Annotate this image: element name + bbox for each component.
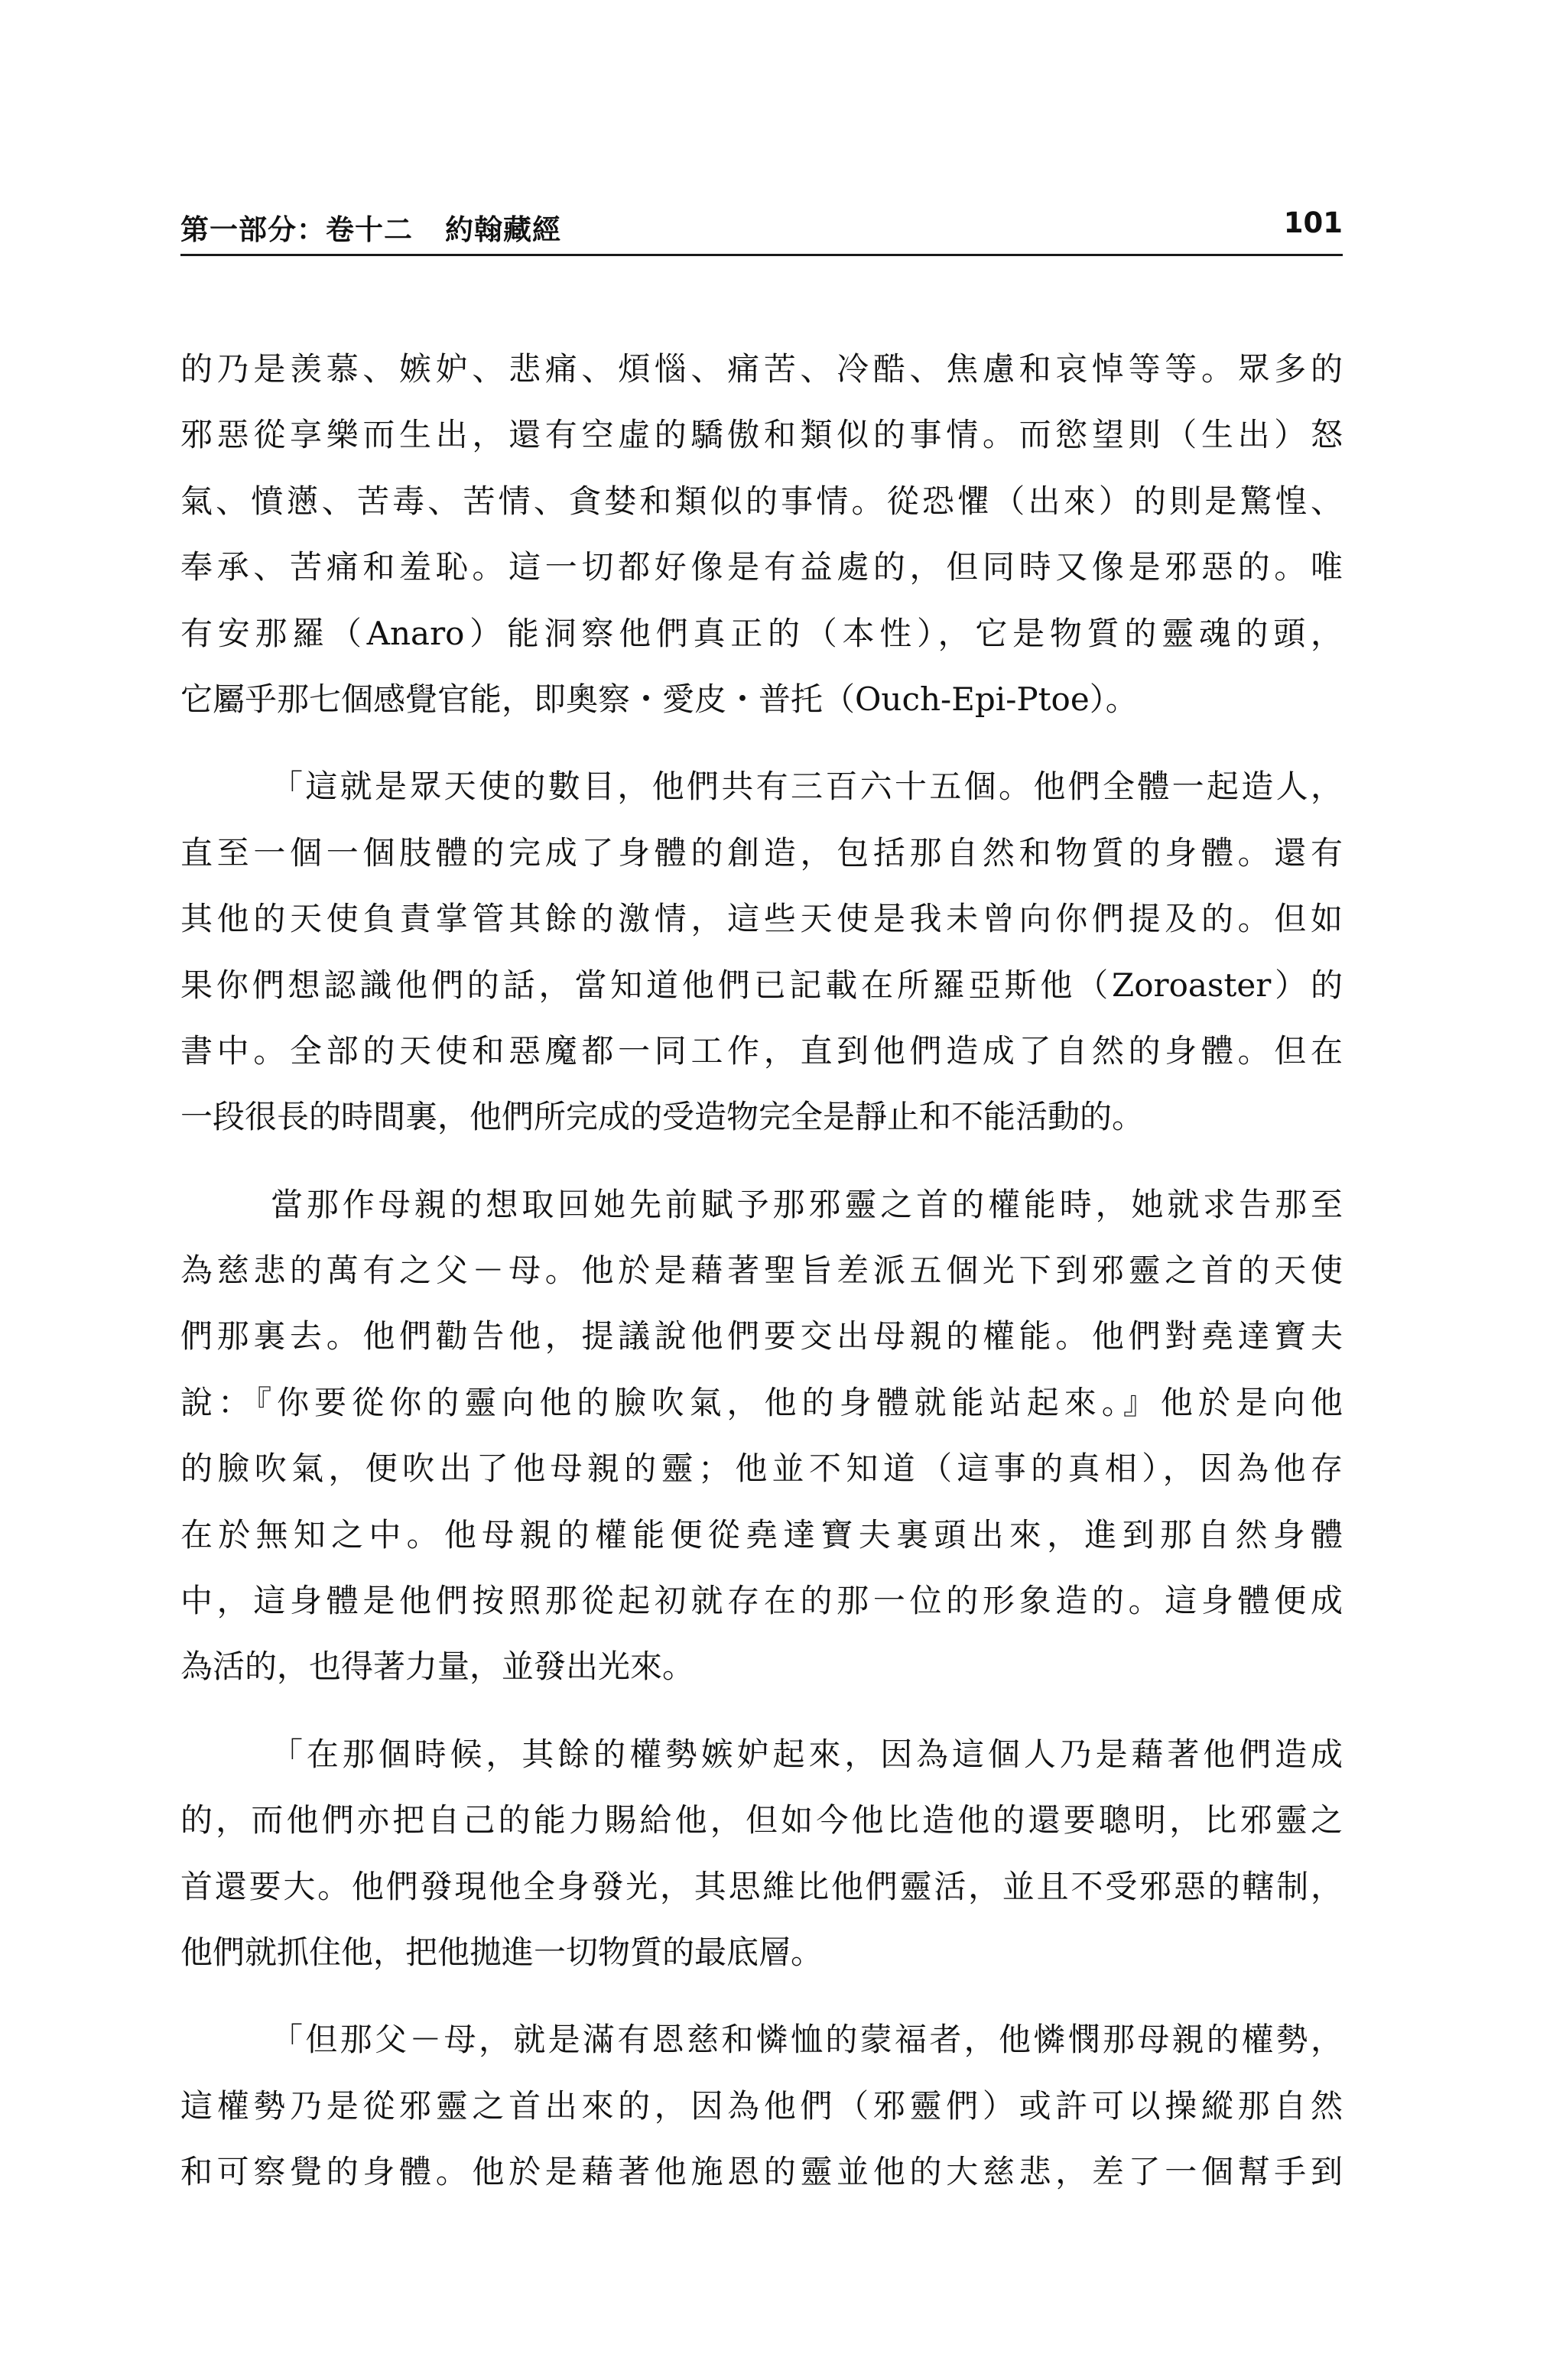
text-line: 「在那個時候，其餘的權勢嫉妒起來，因為這個人乃是藉著他們造成 xyxy=(271,1735,1343,1773)
text-line: 奉承、苦痛和羞恥。這一切都好像是有益處的，但同時又像是邪惡的。唯 xyxy=(180,548,1343,586)
text-line: 它屬乎那七個感覺官能，即奧察・愛皮・普托（Ouch-Epi-Ptoe）。 xyxy=(180,680,1138,718)
text-line: 「但那父－母，就是滿有恩慈和憐恤的蒙福者，他憐憫那母親的權勢， xyxy=(271,2021,1343,2059)
paragraph-3 xyxy=(180,1172,1343,1700)
text-line: 當那作母親的想取回她先前賦予那邪靈之首的權能時，她就求告那至 xyxy=(271,1185,1343,1223)
text-line: 邪惡從享樂而生出，還有空虛的驕傲和類似的事情。而慾望則（生出）怒 xyxy=(180,416,1343,454)
page-number: 101 xyxy=(1283,206,1343,239)
text-line: 果你們想認識他們的話，當知道他們已記載在所羅亞斯他（Zoroaster）的 xyxy=(180,966,1343,1004)
text-line: 和可察覺的身體。他於是藉著他施恩的靈並他的大慈悲，差了一個幫手到 xyxy=(180,2153,1343,2191)
text-line: 為活的，也得著力量，並發出光來。 xyxy=(180,1648,695,1686)
text-line: 首還要大。他們發現他全身發光，其思維比他們靈活，並且不受邪惡的轄制， xyxy=(180,1867,1343,1905)
text-line: 「這就是眾天使的數目，他們共有三百六十五個。他們全體一起造人， xyxy=(271,768,1343,806)
body-text xyxy=(180,336,1343,2206)
book-title: 約翰藏經 xyxy=(445,213,561,246)
text-line: 為慈悲的萬有之父－母。他於是藉著聖旨差派五個光下到邪靈之首的天使 xyxy=(180,1252,1343,1290)
text-line: 的乃是羡慕、嫉妒、悲痛、煩惱、痛苦、冷酷、焦慮和哀悼等等。眾多的 xyxy=(180,350,1343,388)
text-line: 有安那羅（Anaro）能洞察他們真正的（本性），它是物質的靈魂的頭， xyxy=(180,614,1343,652)
text-line: 其他的天使負責掌管其餘的激情，這些天使是我未曾向你們提及的。但如 xyxy=(180,900,1343,938)
text-line: 直至一個一個肢體的完成了身體的創造，包括那自然和物質的身體。還有 xyxy=(180,833,1343,872)
text-line: 說：『你要從你的靈向他的臉吹氣，他的身體就能站起來。』他於是向他 xyxy=(180,1383,1343,1421)
text-line: 中，這身體是他們按照那從起初就存在的那一位的形象造的。這身體便成 xyxy=(180,1582,1343,1620)
paragraph-5 xyxy=(180,2007,1343,2205)
running-head xyxy=(180,206,561,248)
text-line: 們那裏去。他們勸告他，提議說他們要交出母親的權能。他們對堯達寶夫 xyxy=(180,1317,1343,1356)
text-line: 的，而他們亦把自己的能力賜給他，但如今他比造他的還要聰明，比邪靈之 xyxy=(180,1801,1343,1839)
paragraph-2 xyxy=(180,754,1343,1150)
text-line: 他們就抓住他，把他拋進一切物質的最底層。 xyxy=(180,1933,824,1971)
paragraph-1 xyxy=(180,336,1343,732)
paragraph-4 xyxy=(180,1722,1343,1986)
text-line: 書中。全部的天使和惡魔都一同工作，直到他們造成了自然的身體。但在 xyxy=(180,1031,1343,1070)
section-label: 第一部分：卷十二 xyxy=(180,213,413,246)
text-line: 這權勢乃是從邪靈之首出來的，因為他們（邪靈們）或許可以操縱那自然 xyxy=(180,2086,1343,2125)
page-header xyxy=(180,200,1343,256)
text-line: 一段很長的時間裏，他們所完成的受造物完全是靜止和不能活動的。 xyxy=(180,1098,1145,1136)
text-line: 氣、憤懣、苦毒、苦情、貪婪和類似的事情。從恐懼（出來）的則是驚惶、 xyxy=(180,482,1343,520)
text-line: 在於無知之中。他母親的權能便從堯達寶夫裏頭出來，進到那自然身體 xyxy=(180,1515,1343,1554)
text-line: 的臉吹氣，便吹出了他母親的靈；他並不知道（這事的真相），因為他存 xyxy=(180,1450,1343,1488)
